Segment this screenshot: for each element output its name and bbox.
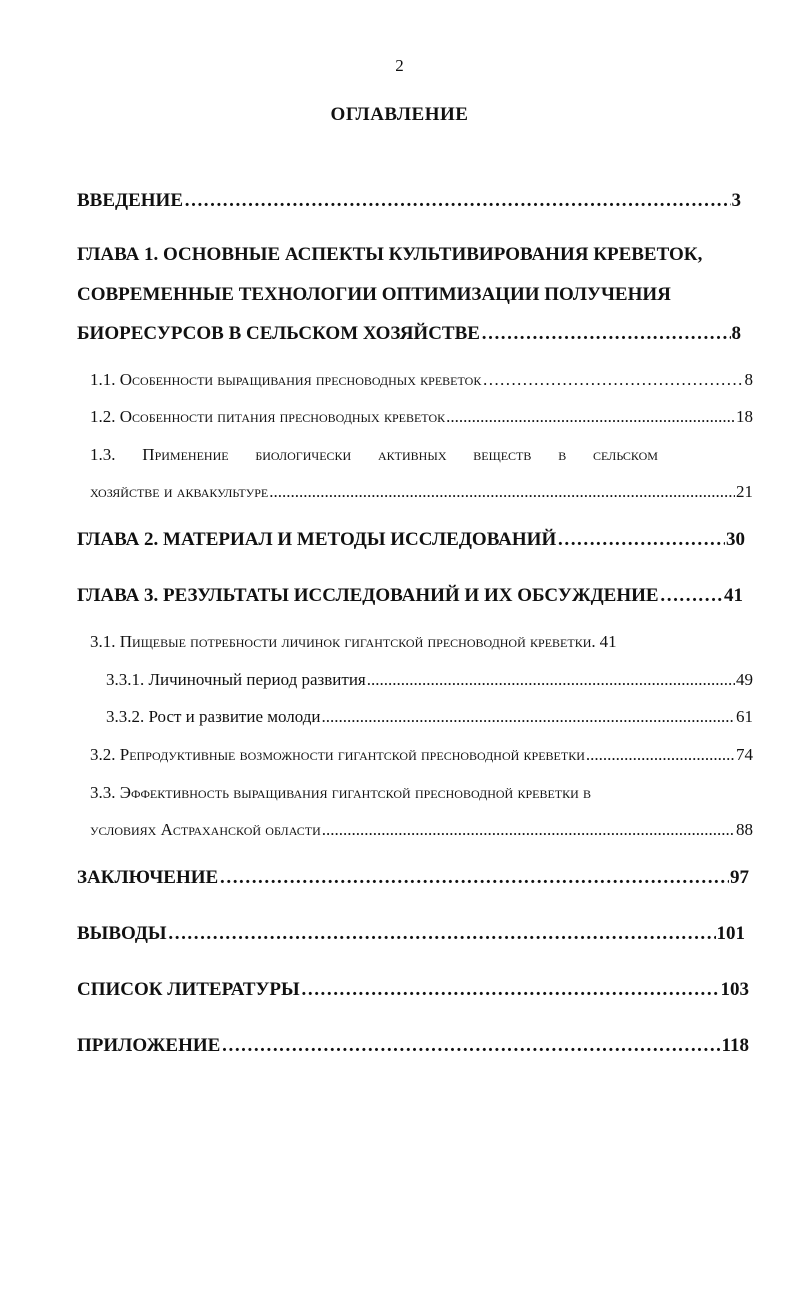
toc-entry-1-3[interactable] [90, 482, 753, 502]
dot-leader [219, 867, 729, 889]
dot-leader [221, 1035, 720, 1057]
dot-leader [184, 190, 731, 212]
toc-chapter1-line1[interactable]: ГЛАВА 1. ОСНОВНЫЕ АСПЕКТЫ КУЛЬТИВИРОВАНИЯ КРЕВЕТОК, [77, 244, 703, 265]
toc-chapter1-line2[interactable]: СОВРЕМЕННЫЕ ТЕХНОЛОГИИ ОПТИМИЗАЦИИ ПОЛУЧЕНИЯ [77, 284, 671, 305]
toc-entry-page: 41 [599, 632, 617, 651]
toc-entry-page: 8 [744, 370, 753, 389]
toc-entry-label: условиях Астраханской области [90, 820, 321, 839]
toc-entry-appendix[interactable] [77, 1035, 749, 1057]
word: веществ [473, 445, 532, 464]
toc-entry-page: 103 [720, 979, 749, 1000]
toc-entry-3-2[interactable] [90, 745, 753, 765]
toc-entry-page: 101 [716, 923, 745, 944]
toc-entry-label: ПРИЛОЖЕНИЕ [77, 1035, 221, 1056]
toc-entry-label: хозяйстве и аквакультуре [90, 482, 269, 501]
toc-entry-label: БИОРЕСУРСОВ В СЕЛЬСКОМ ХОЗЯЙСТВЕ [77, 323, 480, 344]
toc-entry-label: ВВЕДЕНИЕ [77, 190, 183, 211]
dot-leader [301, 979, 720, 1001]
toc-entry-1-2[interactable] [90, 407, 753, 427]
toc-entry-references[interactable] [77, 979, 749, 1001]
toc-entry-findings[interactable] [77, 923, 745, 945]
toc-entry-3-3-2[interactable] [106, 707, 753, 727]
toc-entry-page: 30 [726, 529, 745, 550]
toc-entry-label: 3.3.1. Личиночный период развития [106, 670, 366, 689]
toc-entry-chapter2[interactable] [77, 529, 745, 551]
toc-entry-label: ВЫВОДЫ [77, 923, 167, 944]
dot-leader [660, 585, 723, 607]
toc-entry-page: 3 [731, 190, 741, 211]
word: активных [378, 445, 447, 464]
toc-entry-conclusion[interactable] [77, 867, 749, 889]
dot-leader [367, 670, 735, 690]
toc-entry-chapter3[interactable] [77, 585, 743, 607]
toc-entry-page: 49 [736, 670, 753, 689]
toc-entry-3-3-line1[interactable]: 3.3. Эффективность выращивания гигантской пресноводной креветки в [90, 783, 592, 802]
toc-entry-page: 118 [721, 1035, 749, 1056]
toc-entry-1-3-line1[interactable] [90, 445, 658, 465]
page-number: 2 [395, 56, 404, 75]
dot-leader [557, 529, 725, 551]
toc-entry-intro[interactable] [77, 190, 741, 212]
toc-entry-label: ГЛАВА 3. РЕЗУЛЬТАТЫ ИССЛЕДОВАНИЙ И ИХ ОБСУЖДЕНИЕ [77, 585, 659, 606]
toc-entry-page: 88 [736, 820, 753, 839]
toc-entry-page: 97 [730, 867, 749, 888]
dot-leader [482, 370, 743, 390]
page-title: ОГЛАВЛЕНИЕ [330, 104, 469, 125]
toc-entry-page: 61 [736, 707, 753, 726]
dot-leader [322, 820, 735, 840]
toc-entry-label: СПИСОК ЛИТЕРАТУРЫ [77, 979, 300, 1000]
toc-entry-label: ГЛАВА 2. МАТЕРИАЛ И МЕТОДЫ ИССЛЕДОВАНИЙ [77, 529, 557, 550]
toc-entry-page: 21 [736, 482, 753, 501]
dot-leader [586, 745, 735, 765]
toc-entry-3-3[interactable] [90, 820, 753, 840]
word: биологически [255, 445, 352, 464]
toc-entry-page: 74 [736, 745, 753, 764]
toc-entry-1-1[interactable] [90, 370, 753, 390]
toc-entry-3-3-1[interactable] [106, 670, 753, 690]
toc-entry-page: 41 [724, 585, 743, 606]
toc-entry-label: 1.1. Особенности выращивания пресноводных креветок [90, 370, 482, 389]
dot-leader [269, 482, 735, 502]
word: 1.3. [90, 445, 116, 464]
toc-entry-label: 1.2. Особенности питания пресноводных креветок [90, 407, 446, 426]
toc-entry-page: 18 [736, 407, 753, 426]
toc-entry-chapter1[interactable] [77, 323, 741, 345]
word: Применение [142, 445, 229, 464]
toc-entry-3-1[interactable] [90, 632, 753, 652]
dot-leader [446, 407, 735, 427]
dot-leader [322, 707, 735, 727]
dot-leader [168, 923, 716, 945]
toc-entry-label: ЗАКЛЮЧЕНИЕ [77, 867, 219, 888]
toc-entry-label: 3.1. Пищевые потребности личинок гигантской пресноводной креветки. [90, 632, 596, 651]
toc-entry-label: 3.2. Репродуктивные возможности гигантской пресноводной креветки [90, 745, 585, 764]
word: сельском [593, 445, 658, 464]
word: в [558, 445, 567, 464]
dot-leader [481, 323, 731, 345]
toc-entry-page: 8 [731, 323, 741, 344]
toc-entry-label: 3.3.2. Рост и развитие молоди [106, 707, 321, 726]
